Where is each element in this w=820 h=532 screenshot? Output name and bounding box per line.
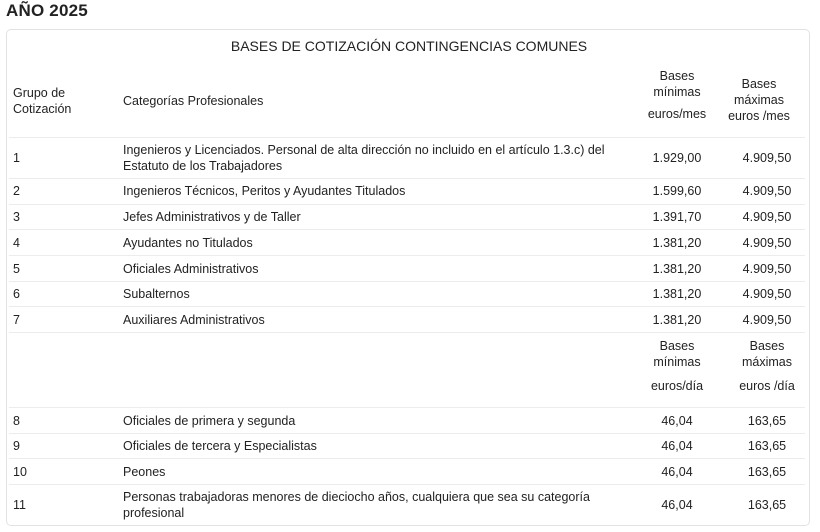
header-group: Grupo de Cotización	[13, 86, 72, 116]
contribution-table: BASES DE COTIZACIÓN CONTINGENCIAS COMUNES Grupo de Cotización Categorías Profesionales Bases mínimas euros/mes Bases máximas euros /mes 1 Ingenieros y Licenciados. Personal de alta dirección no incluido en el artículo 1.3.c) del Estatuto de los Trabajadores 1.929,00 4.909,50 2 Ingenieros Técnicos, Peritos y Ayudantes Titulados 1.599,60 4.909,50 3 Jefes Administrativos y de Taller 1.391,70 4.909,50 4 Ayudantes no Titulados 1.381,20 4.909,50 5 Oficiales Administrativos 1.381,20 4.909,50 6 Subalternos 1.381,20 4.909,50 7 Auxiliares Administrativos 1.381,20 4.909,50 Bases mínimas euros/día Bases máximas euros /día 8 Oficiales de primera y segunda 46,04 163,65 9 Oficiales de tercera y Especialistas 46,04 163,65 10 Peones 46,04 163,65 11 Personas trabajadoras menores de dieciocho años, cualquiera que sea su categoría profesional 46,04 163,65	[6, 29, 810, 526]
subheader-max: Bases máximas euros /día	[739, 339, 795, 393]
subheader-min: Bases mínimas euros/día	[650, 339, 704, 393]
table-title: BASES DE COTIZACIÓN CONTINGENCIAS COMUNES	[230, 38, 588, 54]
header-category: Categorías Profesionales	[123, 94, 264, 108]
page-heading: AÑO 2025	[6, 1, 88, 20]
header-max: Bases máximas euros /mes	[728, 77, 790, 123]
header-min: Bases mínimas euros/mes	[647, 69, 707, 121]
